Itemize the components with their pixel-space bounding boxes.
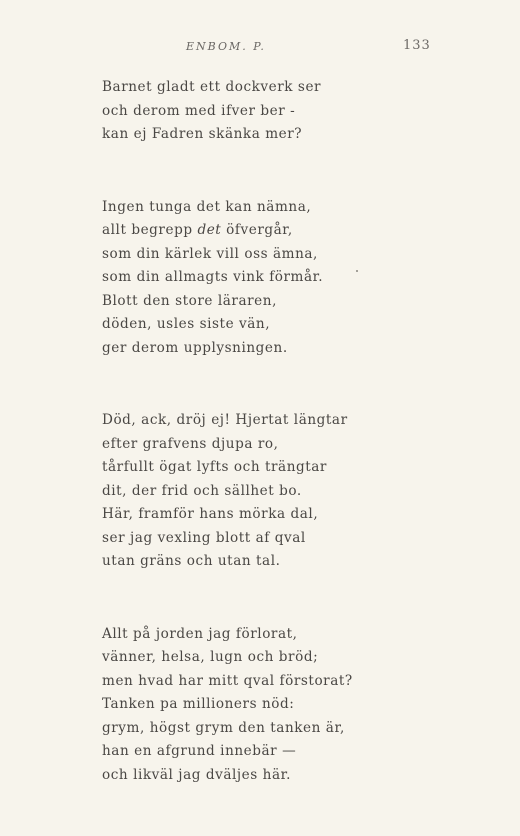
verse-line: Här, framför hans mörka dal,: [102, 506, 319, 522]
verse-line: dit, der frid och sällhet bo.: [102, 482, 302, 499]
stanza-4: [102, 623, 502, 788]
verse-line: tårfullt ögat lyfts och trängtar: [102, 459, 327, 475]
verse-line: Allt på jorden jag förlorat,: [102, 625, 298, 642]
stanza-1: [102, 76, 502, 147]
verse-line: som din allmagts vink förmår.: [102, 269, 324, 285]
verse-line: och derom med ifver ber -: [102, 102, 296, 119]
verse-line: han en afgrund innebär —: [102, 743, 297, 759]
verse-line: och likväl jag dväljes här.: [102, 766, 292, 783]
verse-line: ger derom upplysningen.: [102, 339, 288, 356]
verse-line: utan gräns och utan tal.: [102, 553, 281, 569]
verse-line: men hvad har mitt qval förstorat?: [102, 672, 353, 689]
stanza-3: [102, 409, 502, 574]
running-head: [0, 40, 520, 56]
verse-line: ser jag vexling blott af qval: [102, 529, 306, 546]
verse-line: efter grafvens djupa ro,: [102, 435, 279, 452]
verse-line: som din kärlek vill oss ämna,: [102, 245, 318, 262]
verse-line: kan ej Fadren skänka mer?: [102, 126, 303, 142]
verse-line-start: allt begrepp: [102, 222, 198, 238]
verse-line: Barnet gladt ett dockverk ser: [102, 79, 322, 95]
verse-line-with-emphasis: [102, 219, 502, 243]
verse-line: Blott den store läraren,: [102, 292, 277, 309]
verse-line: Tanken pa millioners nöd:: [102, 696, 295, 712]
verse-line: grym, högst grym den tanken är,: [102, 719, 345, 736]
verse-line: Ingen tunga det kan nämna,: [102, 198, 312, 215]
page-number: 133: [403, 38, 431, 53]
verse-line: Död, ack, dröj ej! Hjertat längtar: [102, 412, 348, 428]
verse-line: döden, usles siste vän,: [102, 316, 271, 332]
poem: [102, 76, 502, 836]
paper-speck: [356, 270, 358, 272]
verse-line-end: öfvergår,: [221, 222, 293, 238]
stanza-2: [102, 196, 502, 361]
running-title: ENBOM. P.: [186, 40, 266, 53]
emphasized-word: det: [197, 222, 222, 238]
verse-line: vänner, helsa, lugn och bröd;: [102, 649, 319, 665]
